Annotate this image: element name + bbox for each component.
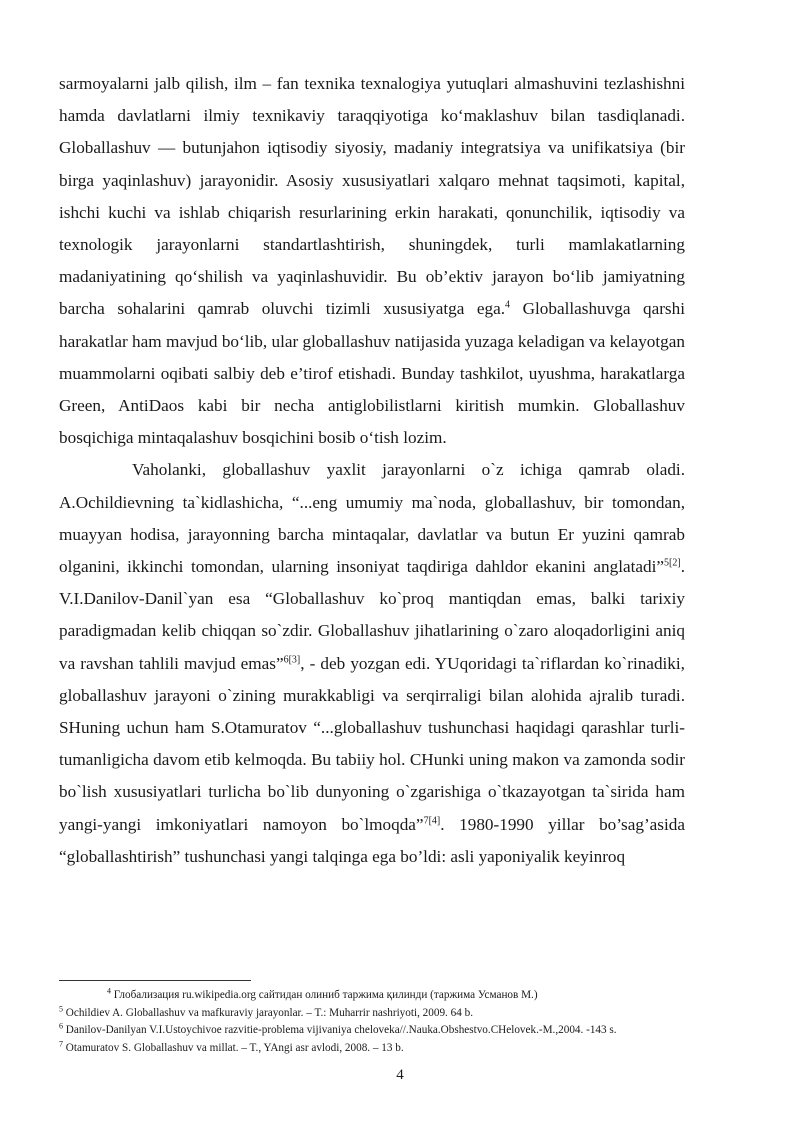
text-run: sarmoyalarni jalb qilish, ilm – fan texnika texnalogiya yutuqlari almashuvini tezlashishni hamda davlatlarni ilmiy texnikaviy taraqqiyotiga ko‘maklashuv bilan tasdiqlanadi. Globallashuv — butunjahon iqtisodiy siyosiy, madaniy integratsiya va unifikatsiya (bir birga yaqinlashuv) jarayonidir. Asosiy xususiyatlari xalqaro mehnat taqsimoti, kapital, ishchi kuchi va ishlab chiqarish resurlarining erkin harakati, qonunchilik, iqtisodiy va texnologik jarayonlarni standartlashtirish, shuningdek, turli mamlakatlarning madaniyatining qo‘shilish va yaqinlashuvidir. Bu ob’ektiv jarayon bo‘lib jamiyatning barcha sohalarini qamrab oluvchi tizimli xususiyatga ega. bbox=[59, 74, 685, 319]
footnote-item bbox=[59, 987, 699, 1005]
footnote-number: 6 bbox=[59, 1021, 63, 1031]
text-run: , - deb yozgan edi. YUqoridagi ta`riflardan ko`rinadiki, globallashuv jarayoni o`zining murakkabligi va serqirraligi bilan alohida ajralib turadi. SHuning uchun ham S.Otamuratov “...globallashuv tushunchasi haqidagi qarashlar turli-tumanligicha davom etib kelmoqda. Bu tabiiy hol. CHunki uning makon va zamonda sodir bo`lish xususiyatlari turlicha bo`lib dunyoning o`zgarishiga o`tkazayotgan ta`sirida ham yangi-yangi imkoniyatlari namoyon bo`lmoqda” bbox=[59, 653, 685, 834]
footnote-item bbox=[59, 1040, 699, 1058]
footnote-ref[interactable]: 4 bbox=[505, 299, 511, 311]
footnote-number: 4 bbox=[107, 986, 111, 996]
page-body bbox=[59, 68, 685, 873]
text-run: Vaholanki, globallashuv yaxlit jarayonlarni o`z ichiga qamrab oladi. A.Ochildievning ta`kidlashicha, “...eng umumiy ma`noda, globallashuv, bir tomondan, muayyan hodisa, jarayonning barcha mintaqalar, davlatlar va butun Er yuzini qamrab olganini, ikkinchi tomondan, ularning insoniyat taqdiriga dahldor ekanini anglatadi” bbox=[59, 460, 685, 577]
footnote-text: Глобализация ru.wikipedia.org сайтидан олиниб таржима қилинди (таржима Усманов М.) bbox=[111, 989, 538, 1001]
footnotes bbox=[59, 987, 699, 1057]
footnote-item bbox=[59, 1022, 699, 1040]
page-number: 4 bbox=[396, 1067, 404, 1083]
text-run: . V.I.Danilov-Danil`yan esa “Globallashuv ko`proq mantiqdan emas, balki tarixiy paradigmadan kelib chiqqan so`zdir. Globallashuv jihatlarining o`zaro aloqadorligini aniq va ravshan tahlili mavjud emas” bbox=[59, 557, 685, 673]
footnote-number: 7 bbox=[59, 1039, 63, 1049]
text-run: Globallashuvga qarshi harakatlar ham mavjud bo‘lib, ular globallashuv natijasida yuzaga keladigan va kelayotgan muammolarni oqibati salbiy deb e’tirof etishadi. Bunday tashkilot, uyushma, harakatlarga Green, AntiDaos kabi bir necha antiglobilistlarni kiritish mumkin. Globallashuv bosqichiga mintaqalashuv bosqichini bosib o‘tish lozim. bbox=[59, 299, 685, 448]
footnote-text: Ochildiev A. Globallashuv va mafkuraviy jarayonlar. – T.: Muharrir nashriyoti, 2009. 64 b. bbox=[63, 1006, 474, 1019]
body-paragraph-1 bbox=[59, 68, 685, 454]
footnote-separator bbox=[59, 980, 251, 981]
footnote-ref[interactable]: 5[2] bbox=[664, 557, 681, 569]
footnote-ref[interactable]: 7[4] bbox=[423, 814, 441, 826]
footnote-number: 5 bbox=[59, 1003, 63, 1013]
footnote-ref[interactable]: 6[3] bbox=[283, 653, 301, 665]
footnote-item bbox=[59, 1005, 699, 1023]
text-run: . 1980-1990 yillar bo’sag’asida “globallashtirish” tushunchasi yangi talqinga ega bo’ldi: asli yaponiyalik keyinroq bbox=[59, 814, 685, 866]
footnote-text: Danilov-Danilyan V.I.Ustoychivoe razvitie-problema vijivaniya cheloveka//.Nauka.Obshestvo.CHelovek.-M.,2004. -143 s. bbox=[63, 1024, 617, 1037]
body-paragraph-2 bbox=[59, 454, 685, 873]
footnote-text: Otamuratov S. Globallashuv va millat. – T., YAngi asr avlodi, 2008. – 13 b. bbox=[63, 1041, 404, 1054]
